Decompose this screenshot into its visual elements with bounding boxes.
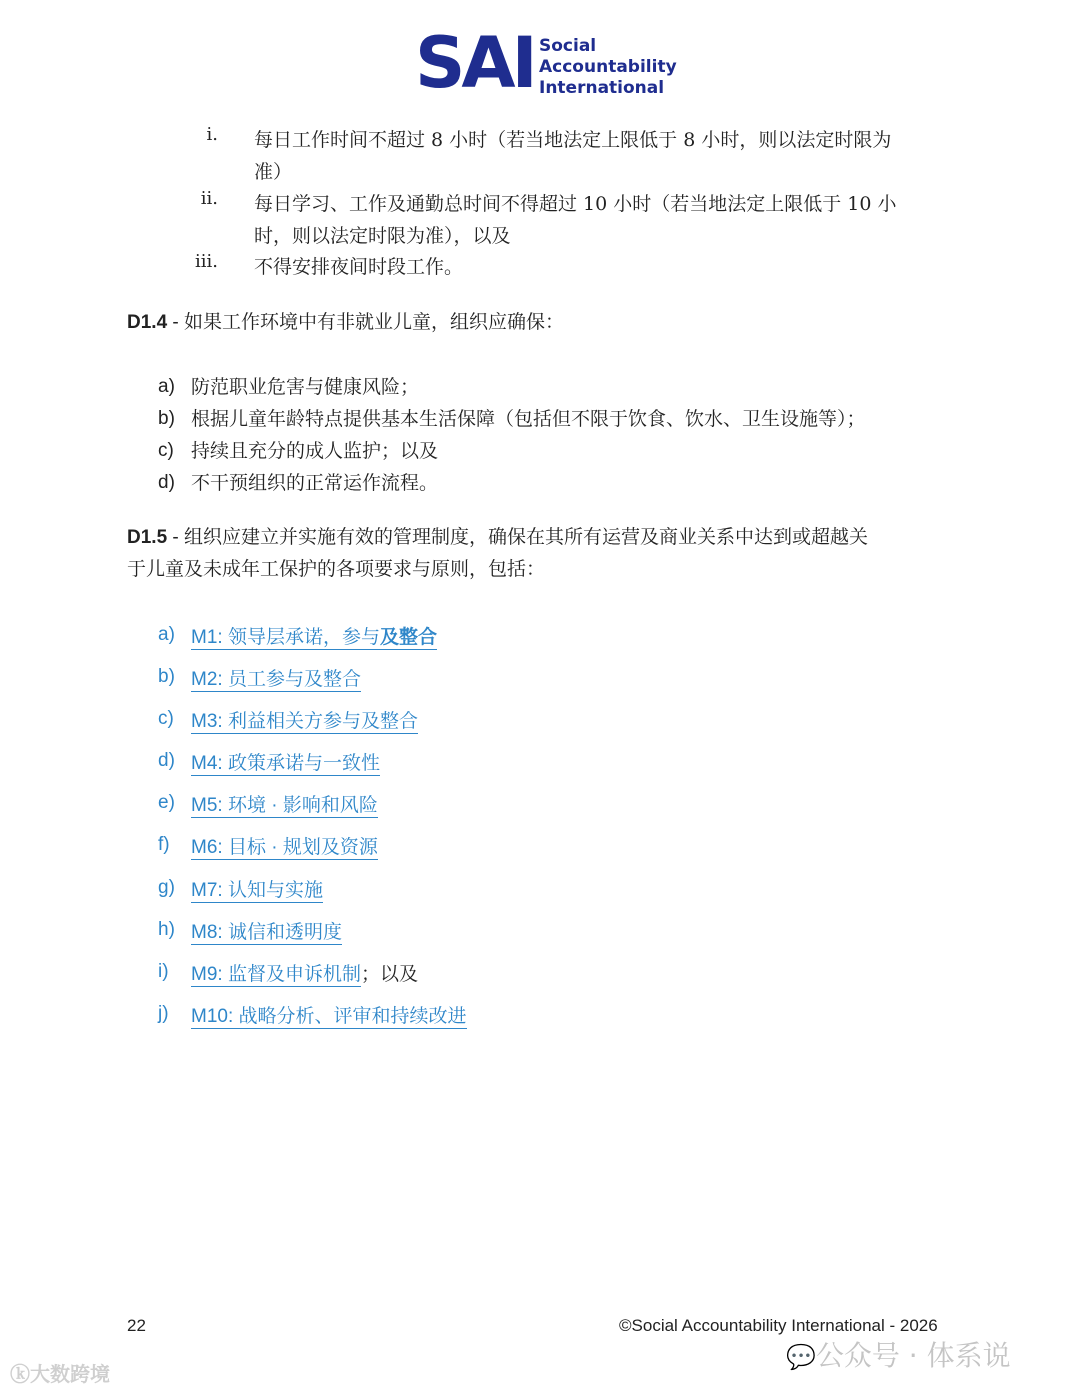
link-m3[interactable]: M3: 利益相关方参与及整合 — [191, 711, 418, 732]
d15-line1: 组织应建立并实施有效的管理制度，确保在其所有运营及商业关系中达到或超越关 — [184, 526, 869, 548]
d15-dash: - — [167, 527, 185, 548]
d15-item-i — [191, 959, 418, 986]
d15-item-e — [191, 790, 378, 817]
link-m10[interactable]: M10: 战略分析、评审和持续改进 — [191, 1006, 467, 1027]
d15-item-g — [191, 875, 323, 902]
d15-line2: 于儿童及未成年工保护的各项要求与原则，包括： — [127, 558, 546, 580]
d14-item-a: 防范职业危害与健康风险； — [191, 376, 420, 398]
d15-letter-j: j) — [158, 1003, 169, 1024]
d15-letter-f: f) — [158, 834, 170, 855]
logo-mark: SAI — [415, 22, 534, 104]
d15-letter-d: d) — [158, 750, 175, 771]
d14-label: D1.4 — [127, 312, 168, 333]
d15-item-b — [191, 664, 361, 691]
d15-item-c — [191, 706, 418, 733]
roman-num-i: i. — [206, 124, 218, 145]
d14-item-d: 不干预组织的正常运作流程。 — [191, 472, 439, 494]
roman-num-iii: iii. — [195, 251, 218, 272]
d14-letter-c: c) — [158, 440, 174, 461]
d15-letter-a: a) — [158, 624, 175, 645]
link-m9[interactable]: M9: 监督及申诉机制 — [191, 964, 361, 985]
d15-letter-g: g) — [158, 877, 175, 898]
roman-item-ii-line1: 每日学习、工作及通勤总时间不得超过 10 小时（若当地法定上限低于 10 小 — [254, 193, 897, 215]
link-m1[interactable]: M1: 领导层承诺，参与及整合 — [191, 627, 437, 648]
d15-letter-c: c) — [158, 708, 174, 729]
d14-heading — [127, 306, 564, 339]
d15-letter-e: e) — [158, 792, 175, 813]
watermark-left: ⓚ大数跨境 — [10, 1362, 110, 1386]
d14-item-b: 根据儿童年龄特点提供基本生活保障（包括但不限于饮食、饮水、卫生设施等）； — [191, 408, 866, 430]
logo-wordmark: Social Accountability International — [539, 36, 677, 98]
d15-item-d — [191, 748, 380, 775]
link-m2[interactable]: M2: 员工参与及整合 — [191, 669, 361, 690]
d14-item-c: 持续且充分的成人监护；以及 — [191, 440, 439, 462]
d15-letter-b: b) — [158, 666, 175, 687]
d15-label: D1.5 — [127, 527, 168, 548]
link-m8[interactable]: M8: 诚信和透明度 — [191, 922, 342, 943]
link-m5[interactable]: M5: 环境 · 影响和风险 — [191, 795, 378, 816]
watermark-right: 💬公众号 · 体系说 — [786, 1339, 1011, 1372]
roman-num-ii: ii. — [200, 188, 218, 209]
d15-item-f — [191, 832, 378, 859]
d14-letter-b: b) — [158, 408, 175, 429]
d15-letter-h: h) — [158, 919, 175, 940]
d14-text: 如果工作环境中有非就业儿童，组织应确保： — [184, 311, 565, 333]
roman-item-i-line2: 准） — [254, 161, 293, 183]
d15-heading — [127, 521, 957, 554]
d15-item-i-suffix: ；以及 — [360, 963, 418, 985]
d15-letter-i: i) — [158, 961, 169, 982]
roman-item-iii: 不得安排夜间时段工作。 — [254, 256, 464, 278]
roman-item-ii-line2: 时，则以法定时限为准），以及 — [254, 225, 511, 247]
link-m4[interactable]: M4: 政策承诺与一致性 — [191, 753, 380, 774]
d15-item-h — [191, 917, 342, 944]
link-m6[interactable]: M6: 目标 · 规划及资源 — [191, 837, 378, 858]
d15-item-a — [191, 622, 437, 649]
d14-letter-a: a) — [158, 376, 175, 397]
d14-letter-d: d) — [158, 472, 175, 493]
page-number: 22 — [127, 1316, 146, 1335]
roman-item-i-line1: 每日工作时间不超过 8 小时（若当地法定上限低于 8 小时，则以法定时限为 — [254, 129, 892, 151]
watermark-left-icon: ⓚ — [10, 1362, 30, 1386]
d14-dash: - — [167, 312, 185, 333]
d15-item-j — [191, 1001, 467, 1028]
copyright: ©Social Accountability International - 2026 — [619, 1316, 938, 1335]
link-m7[interactable]: M7: 认知与实施 — [191, 880, 323, 901]
sai-logo — [415, 22, 677, 104]
wechat-icon: 💬 — [786, 1343, 816, 1371]
